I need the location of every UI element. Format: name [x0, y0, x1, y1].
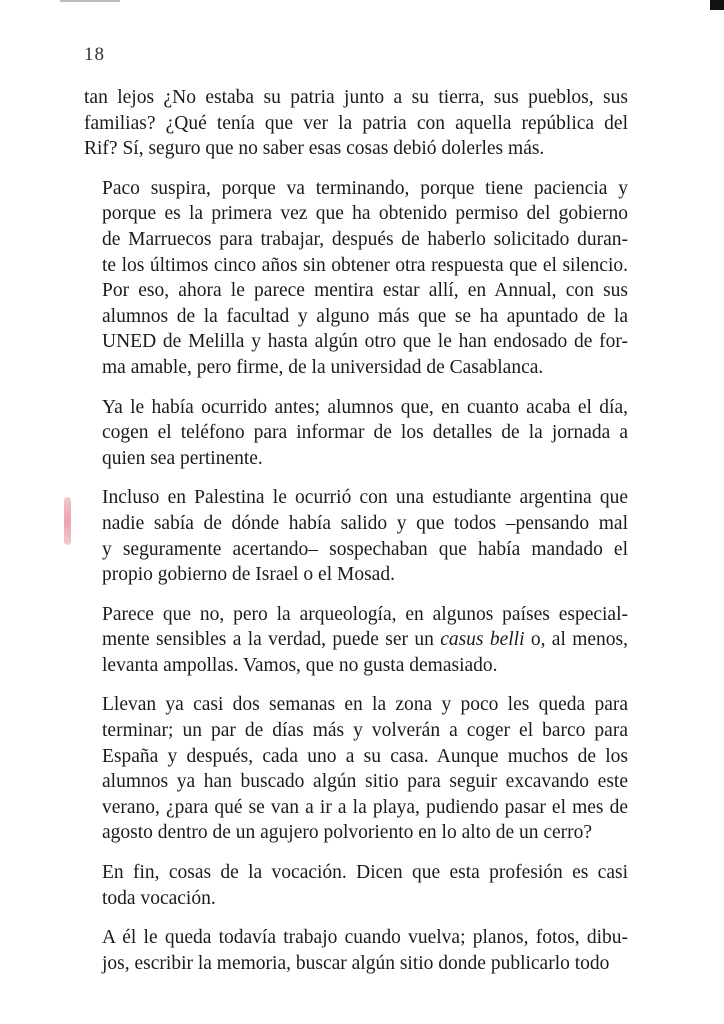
- text-line: familias? ¿Qué tenía que ver la patria con aquella república del: [84, 112, 628, 134]
- text-line: Llevan ya casi dos semanas en la zona y poco les queda para: [102, 694, 628, 716]
- text-line: levanta ampollas. Vamos, que no gusta demasiado.: [102, 654, 498, 676]
- text-line: A él le queda todavía trabajo cuando vuelva; planos, fotos, dibu-: [102, 927, 628, 949]
- text-line: terminar; un par de días más y volverán a coger el barco para: [102, 720, 628, 742]
- paragraph: [84, 176, 628, 381]
- text-line: jos, escribir la memoria, buscar algún sitio donde publicarlo todo: [102, 952, 610, 974]
- text-line: Por eso, ahora le parece mentira estar allí, en Annual, con sus: [102, 280, 628, 302]
- text-line: propio gobierno de Israel o el Mosad.: [102, 564, 395, 586]
- paragraph: [84, 692, 628, 846]
- text-line: porque es la primera vez que ha obtenido permiso del gobierno: [102, 203, 628, 225]
- text-line: te los últimos cinco años sin obtener otra respuesta que el silencio.: [102, 254, 628, 276]
- text-line: Rif? Sí, seguro que no saber esas cosas debió dolerles más.: [84, 138, 545, 160]
- corner-mark: [710, 0, 724, 10]
- text-line: Parece que no, pero la arqueología, en algunos países especial-: [102, 603, 628, 625]
- text-line: y seguramente acertando– sospechaban que había mandado el: [102, 538, 628, 560]
- body-text: [84, 85, 628, 990]
- page-number: 18: [84, 44, 105, 65]
- text-line: En fin, cosas de la vocación. Dicen que esta profesión es casi: [102, 862, 628, 884]
- text-line: agosto dentro de un agujero polvoriento en lo alto de un cerro?: [102, 822, 593, 844]
- text-line: Paco suspira, porque va terminando, porque tiene paciencia y: [102, 177, 628, 199]
- text-line: tan lejos ¿No estaba su patria junto a su tierra, sus pueblos, sus: [84, 87, 628, 108]
- text-line: alumnos de la facultad y alguno más que se ha apuntado de la: [102, 305, 628, 327]
- top-edge-rule: [60, 0, 120, 2]
- text-line: ma amable, pero firme, de la universidad de Casablanca.: [102, 356, 544, 378]
- text-line: España y después, cada uno a su casa. Aunque muchos de los: [102, 745, 628, 767]
- text-line: Incluso en Palestina le ocurrió con una estudiante argentina que: [102, 487, 628, 509]
- text-line: cogen el teléfono para informar de los detalles de la jornada a: [102, 422, 628, 444]
- text-line: verano, ¿para qué se van a ir a la playa, pudiendo pasar el mes de: [102, 796, 628, 818]
- paragraph: [84, 860, 628, 911]
- text-line: Ya le había ocurrido antes; alumnos que, en cuanto acaba el día,: [102, 396, 628, 418]
- text-line: de Marruecos para trabajar, después de haberlo solicitado duran-: [102, 228, 628, 250]
- text-line: UNED de Melilla y hasta algún otro que le han endosado de for-: [102, 331, 628, 353]
- text-line: toda vocación.: [102, 887, 216, 909]
- text-line: quien sea pertinente.: [102, 447, 263, 469]
- paragraph: [84, 395, 628, 472]
- paragraph: [84, 925, 628, 976]
- text-line: mente sensibles a la verdad, puede ser un casus belli o, al menos,: [102, 629, 628, 651]
- text-line: alumnos ya han buscado algún sitio para seguir excavando este: [102, 771, 628, 793]
- paragraph: [84, 602, 628, 679]
- paragraph: [84, 485, 628, 587]
- margin-highlight-mark: [64, 497, 71, 545]
- text-line: nadie sabía de dónde había salido y que todos –pensando mal: [102, 512, 628, 534]
- paragraph: [84, 85, 628, 162]
